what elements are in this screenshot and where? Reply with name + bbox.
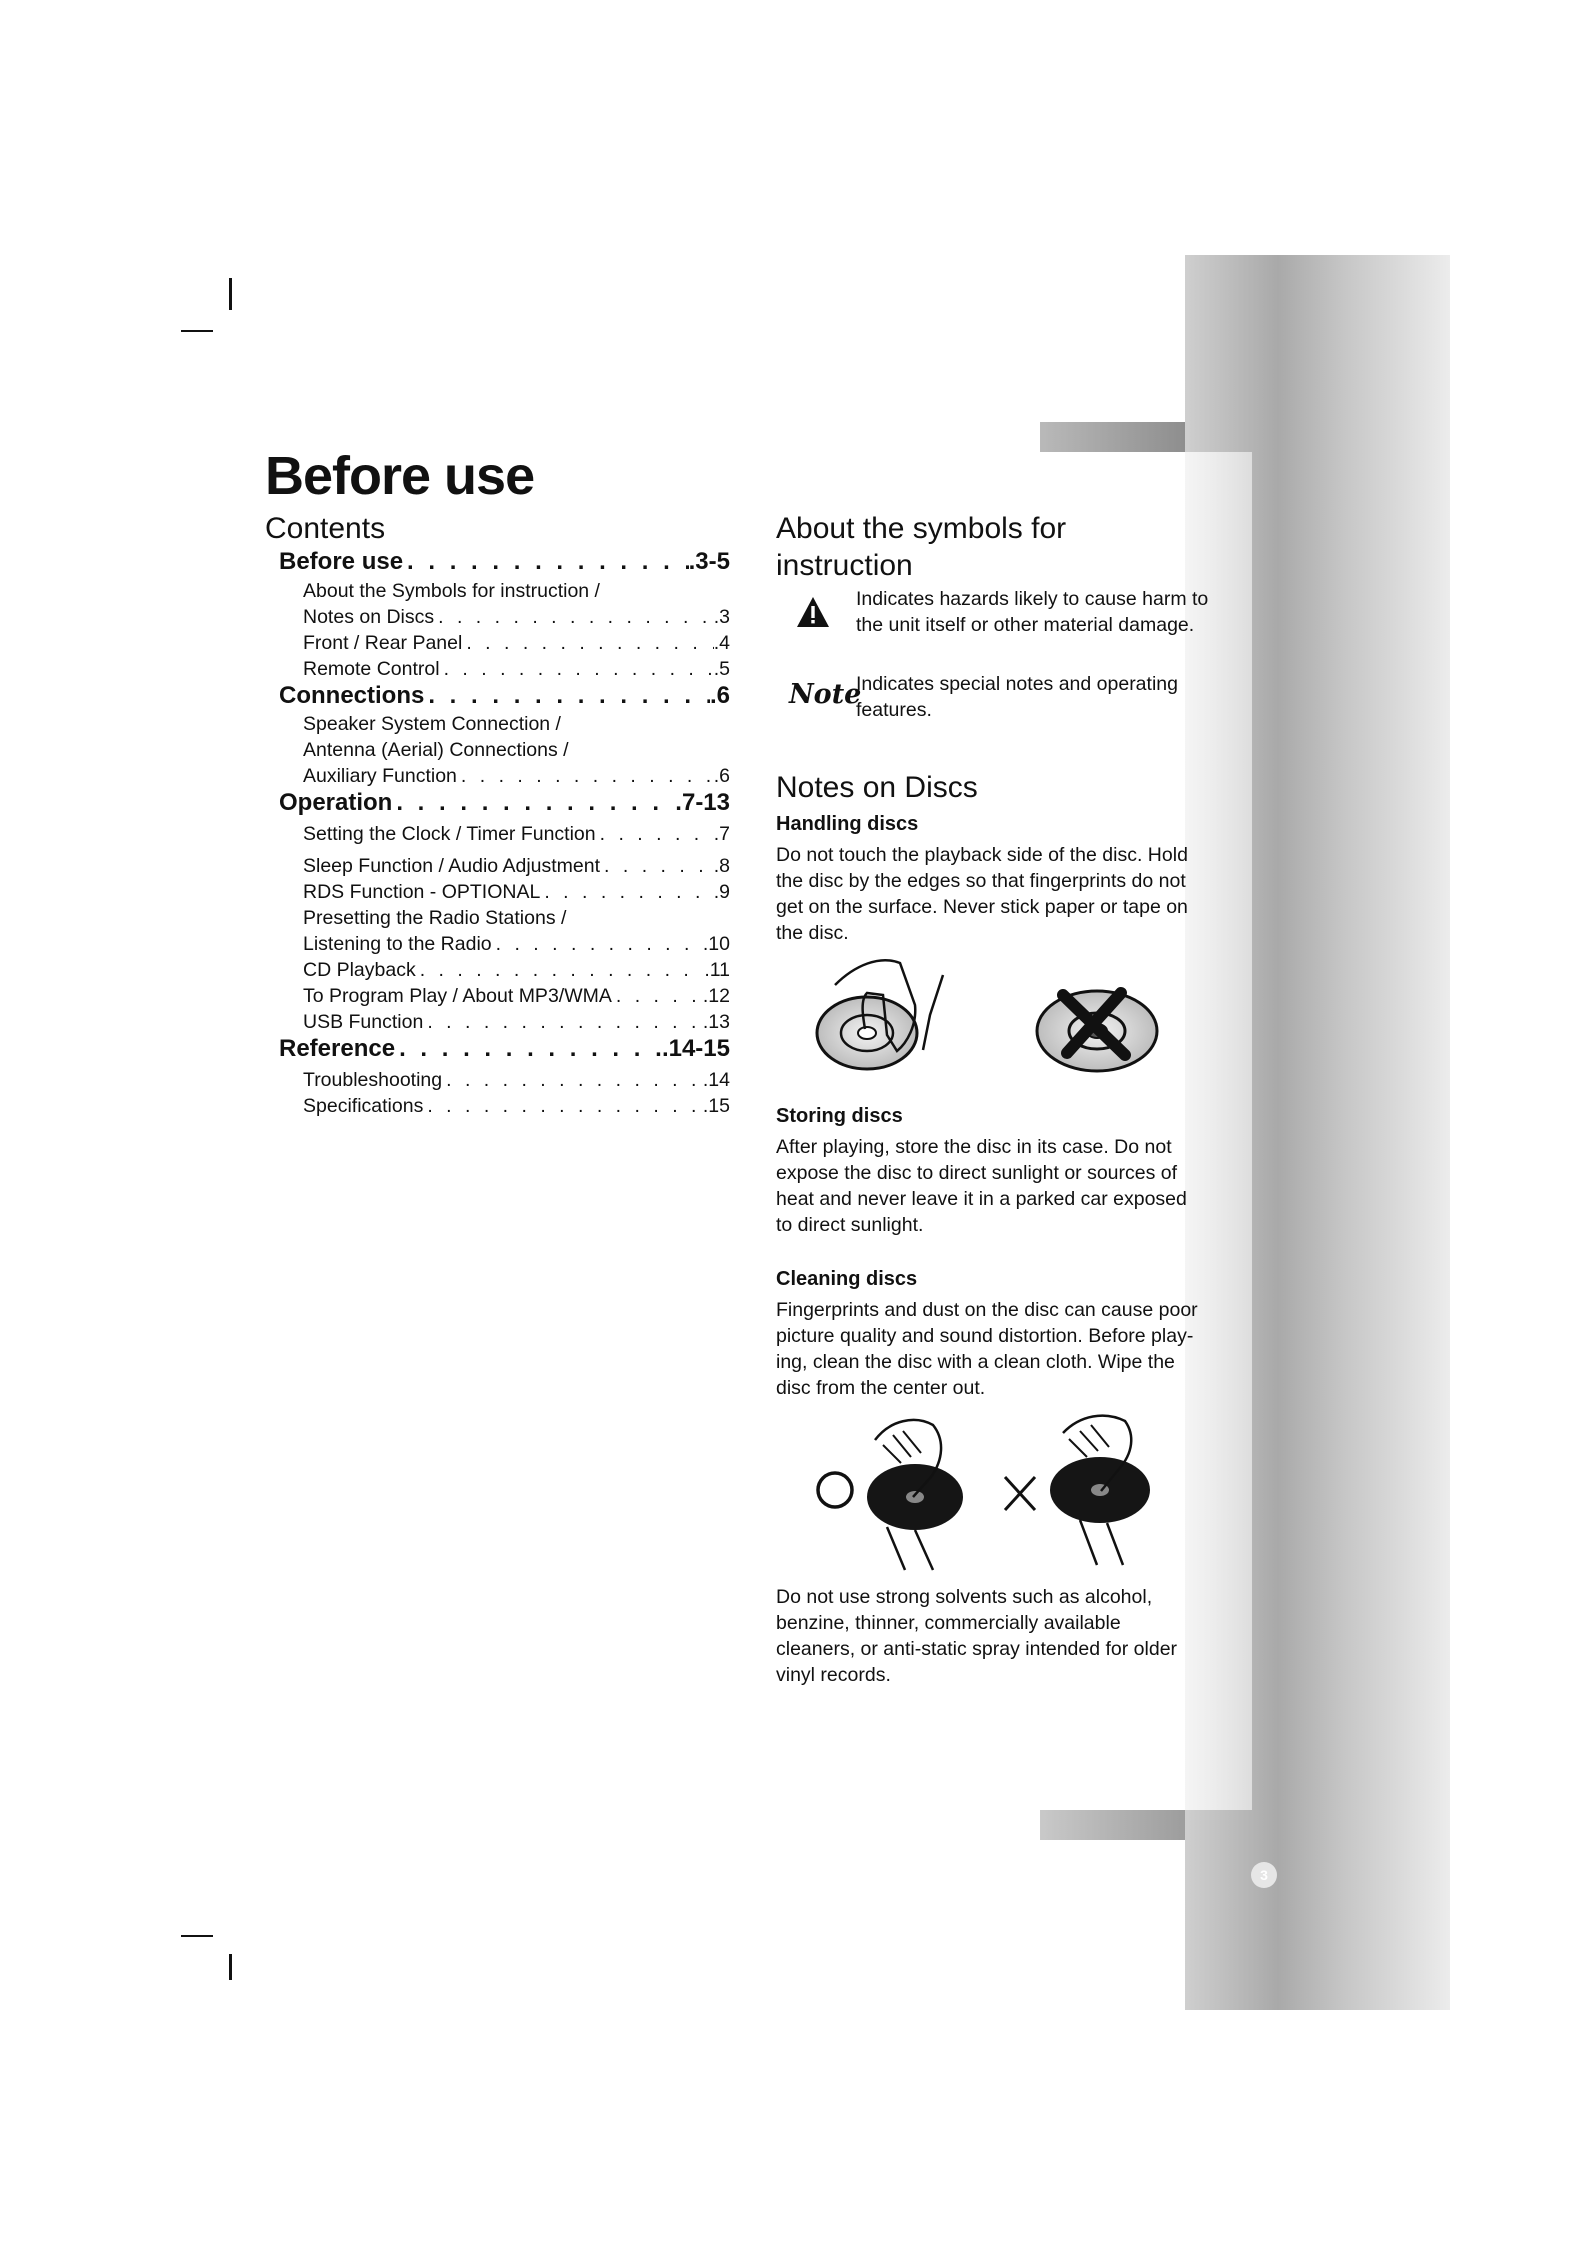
- storing-discs-title: Storing discs: [776, 1105, 903, 1127]
- symbols-heading: [776, 510, 1256, 584]
- crop-mark: [181, 1935, 213, 1937]
- toc-item-entry: [303, 1095, 730, 1118]
- toc-item-entry: [303, 823, 730, 846]
- toc-section-entry: [279, 1035, 730, 1063]
- toc-page-number: .7-13: [675, 789, 730, 816]
- toc-leader-dots: [600, 855, 714, 878]
- decorative-panel-tab-top: [1040, 422, 1185, 452]
- toc-leader-dots: [462, 632, 713, 655]
- toc-entry-title: Presetting the Radio Stations /: [303, 907, 567, 929]
- paragraph-line: heat and never leave it in a parked car exposed: [776, 1188, 1187, 1210]
- paragraph-line: to direct sunlight.: [776, 1214, 924, 1236]
- toc-item-entry: [303, 765, 730, 788]
- toc-page-number: .9: [713, 881, 730, 903]
- note-description: [856, 671, 1256, 723]
- toc-page-number: .3: [713, 606, 730, 628]
- toc-leader-dots: [392, 789, 675, 817]
- paragraph-line: cleaners, or anti-static spray intended for older: [776, 1638, 1178, 1660]
- crop-mark: [181, 330, 213, 332]
- toc-leader-dots: [424, 682, 710, 710]
- toc-page-number: .14-15: [661, 1035, 730, 1062]
- crop-mark: [229, 278, 232, 310]
- crop-mark: [229, 1954, 232, 1980]
- toc-page-number: .5: [713, 658, 730, 680]
- toc-entry-title: Remote Control: [303, 658, 440, 680]
- toc-item-entry: [303, 881, 730, 904]
- toc-entry-title: Notes on Discs: [303, 606, 435, 628]
- toc-page-number: .4: [713, 632, 730, 654]
- cleaning-disc-illustration: [805, 1405, 1165, 1580]
- decorative-panel-tab-bottom: [1040, 1810, 1185, 1840]
- toc-item-entry: [303, 907, 730, 930]
- toc-entry-title: Antenna (Aerial) Connections /: [303, 739, 569, 761]
- cleaning-discs-title: Cleaning discs: [776, 1268, 918, 1290]
- note-icon: Note: [789, 679, 862, 710]
- toc-item-entry: [303, 933, 730, 956]
- toc-item-entry: [303, 985, 730, 1008]
- toc-entry-title: Specifications: [303, 1095, 424, 1117]
- toc-leader-dots: [612, 985, 703, 1008]
- toc-leader-dots: [540, 881, 713, 904]
- toc-entry-title: Troubleshooting: [303, 1069, 443, 1091]
- toc-entry-title: Listening to the Radio: [303, 933, 492, 955]
- toc-item-entry: [303, 658, 730, 681]
- toc-page-number: .6: [713, 765, 730, 787]
- paragraph-line: After playing, store the disc in its case. Do not: [776, 1136, 1172, 1158]
- toc-page-number: .12: [702, 985, 730, 1007]
- toc-leader-dots: [416, 959, 705, 982]
- handling-discs-block: [776, 813, 1256, 946]
- toc-page-number: .6: [709, 682, 730, 709]
- toc-entry-title: Sleep Function / Audio Adjustment: [303, 855, 601, 877]
- paragraph-line: benzine, thinner, commercially available: [776, 1612, 1121, 1634]
- incorrect-handling-figure: [1037, 991, 1157, 1071]
- toc-entry-title: RDS Function - OPTIONAL: [303, 881, 541, 903]
- toc-page-number: .3-5: [688, 548, 730, 575]
- paragraph-line: Do not touch the playback side of the disc. Hold: [776, 844, 1188, 866]
- warning-description: [856, 586, 1256, 638]
- paragraph-line: Fingerprints and dust on the disc can cause poor: [776, 1299, 1198, 1321]
- correct-cleaning-figure: [818, 1420, 963, 1570]
- toc-leader-dots: [442, 1069, 703, 1092]
- note-line: features.: [856, 699, 932, 721]
- solvents-warning-block: [776, 1584, 1256, 1688]
- note-line: Indicates special notes and operating: [856, 673, 1178, 695]
- toc-entry-title: Speaker System Connection /: [303, 713, 561, 735]
- toc-section-entry: [279, 789, 730, 817]
- toc-item-entry: [303, 739, 730, 762]
- toc-leader-dots: [440, 658, 714, 681]
- incorrect-cleaning-figure: [1005, 1416, 1150, 1565]
- contents-heading: Contents: [265, 512, 386, 545]
- toc-item-entry: [303, 580, 730, 603]
- toc-item-entry: [303, 606, 730, 629]
- toc-page-number: .11: [704, 959, 730, 981]
- toc-entry-title: Reference: [279, 1035, 396, 1062]
- toc-entry-title: Auxiliary Function: [303, 765, 457, 787]
- toc-item-entry: [303, 1011, 730, 1034]
- page-number: 3: [1251, 1862, 1277, 1888]
- notes-on-discs-heading: Notes on Discs: [776, 771, 978, 804]
- paragraph-line: vinyl records.: [776, 1664, 891, 1686]
- paragraph-line: the disc.: [776, 922, 849, 944]
- toc-section-entry: [279, 682, 730, 710]
- toc-entry-title: Operation: [279, 789, 393, 816]
- toc-leader-dots: [423, 1011, 703, 1034]
- toc-leader-dots: [457, 765, 714, 788]
- handling-discs-title: Handling discs: [776, 813, 919, 835]
- paragraph-line: disc from the center out.: [776, 1377, 986, 1399]
- toc-entry-title: Front / Rear Panel: [303, 632, 463, 654]
- warning-line: the unit itself or other material damage.: [856, 614, 1195, 636]
- paragraph-line: ing, clean the disc with a clean cloth. Wipe the: [776, 1351, 1175, 1373]
- toc-entry-title: Setting the Clock / Timer Function: [303, 823, 596, 845]
- toc-entry-title: Before use: [279, 548, 404, 575]
- handling-disc-illustration: [805, 955, 1185, 1085]
- toc-item-entry: [303, 855, 730, 878]
- toc-leader-dots: [395, 1035, 662, 1063]
- toc-leader-dots: [423, 1095, 703, 1118]
- toc-entry-title: To Program Play / About MP3/WMA: [303, 985, 612, 1007]
- toc-item-entry: [303, 632, 730, 655]
- warning-triangle-icon: [796, 596, 830, 628]
- warning-line: Indicates hazards likely to cause harm to: [856, 588, 1209, 610]
- toc-leader-dots: [434, 606, 714, 629]
- toc-page-number: .13: [702, 1011, 730, 1033]
- toc-leader-dots: [492, 933, 703, 956]
- toc-entry-title: USB Function: [303, 1011, 424, 1033]
- toc-item-entry: [303, 959, 730, 982]
- paragraph-line: Do not use strong solvents such as alcohol,: [776, 1586, 1153, 1608]
- toc-section-entry: [279, 548, 730, 576]
- toc-page-number: .14: [702, 1069, 730, 1091]
- paragraph-line: get on the surface. Never stick paper or tape on: [776, 896, 1188, 918]
- toc-leader-dots: [403, 548, 689, 576]
- paragraph-line: picture quality and sound distortion. Before play-: [776, 1325, 1194, 1347]
- toc-entry-title: Connections: [279, 682, 425, 709]
- toc-entry-title: CD Playback: [303, 959, 416, 981]
- storing-discs-block: [776, 1105, 1256, 1238]
- toc-item-entry: [303, 1069, 730, 1092]
- page-title: Before use: [265, 446, 535, 506]
- paragraph-line: expose the disc to direct sunlight or sources of: [776, 1162, 1178, 1184]
- toc-page-number: .10: [702, 933, 730, 955]
- symbols-heading-line2: instruction: [776, 549, 913, 582]
- toc-page-number: .7: [713, 823, 730, 845]
- toc-page-number: .8: [713, 855, 730, 877]
- toc-entry-title: About the Symbols for instruction /: [303, 580, 600, 602]
- symbols-heading-line1: About the symbols for: [776, 512, 1067, 545]
- toc-leader-dots: [596, 823, 714, 846]
- correct-handling-figure: [817, 960, 943, 1069]
- paragraph-line: the disc by the edges so that fingerprints do not: [776, 870, 1186, 892]
- toc-page-number: .15: [702, 1095, 730, 1117]
- cleaning-discs-block: [776, 1268, 1256, 1401]
- toc-item-entry: [303, 713, 730, 736]
